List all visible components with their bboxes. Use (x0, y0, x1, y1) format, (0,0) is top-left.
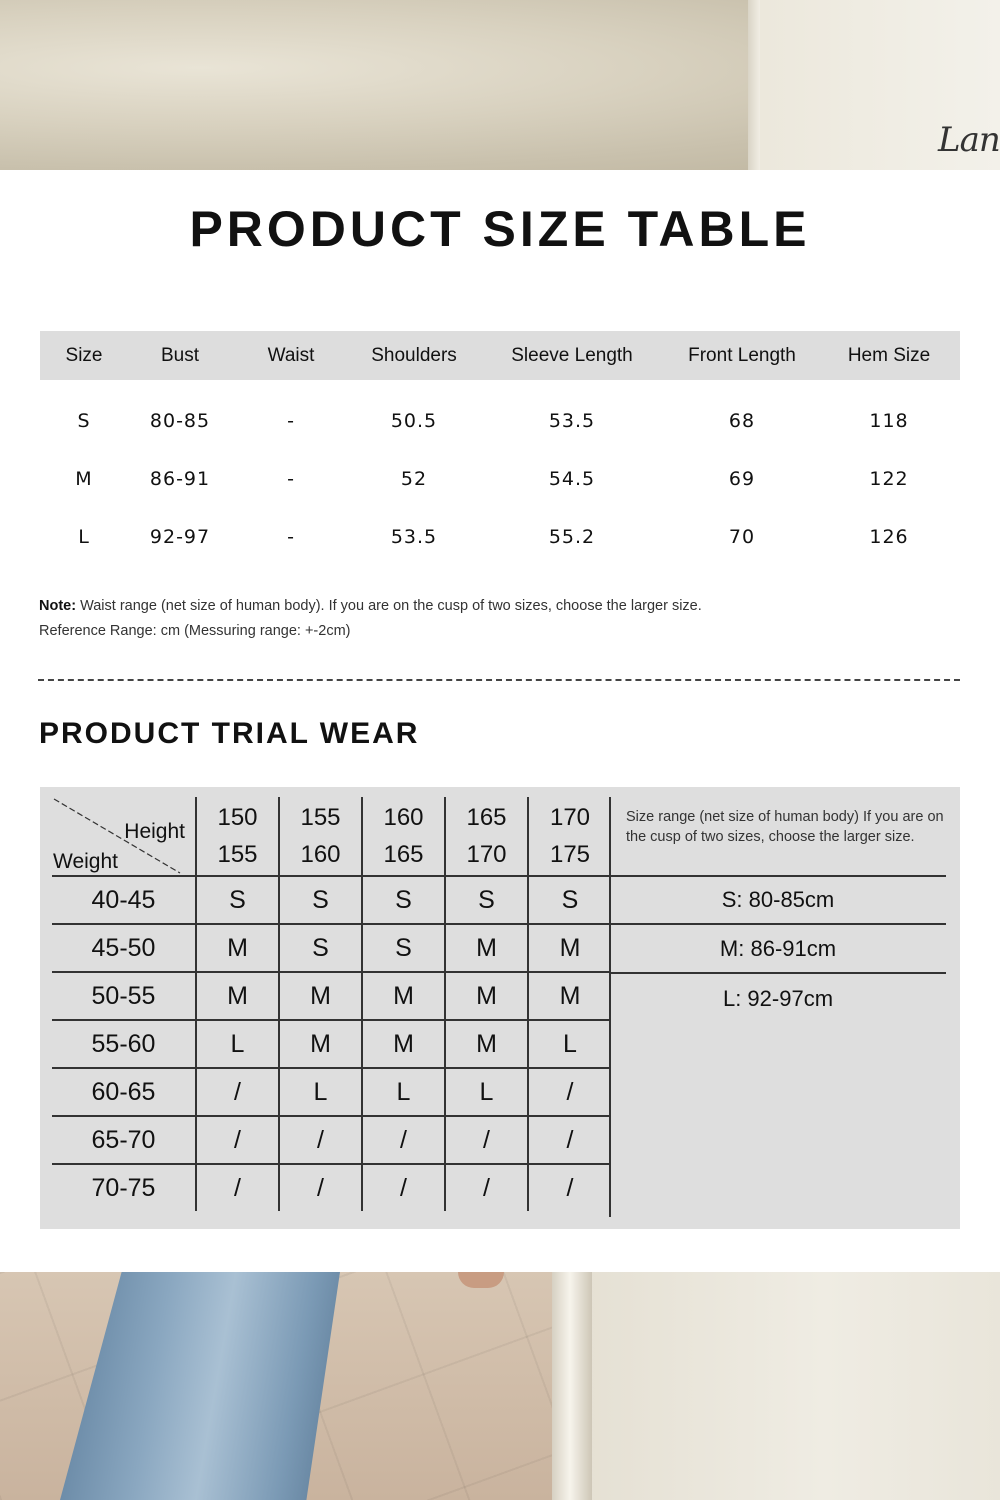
cell-front-length: 70 (728, 526, 756, 548)
size-cell: / (528, 1164, 611, 1211)
header-front-length: Front Length (666, 331, 818, 380)
size-cell: S (362, 924, 445, 972)
range-divider (610, 972, 946, 974)
cell-size: L (78, 526, 90, 548)
size-cell: S (279, 924, 362, 972)
cell-hem-size: 122 (869, 468, 909, 490)
size-cell: S (362, 876, 445, 924)
cell-bust: 80-85 (149, 410, 211, 432)
header-bust: Bust (128, 331, 232, 380)
size-cell: M (279, 1020, 362, 1068)
height-from: 160 (383, 804, 424, 831)
size-row-m (40, 450, 960, 508)
weight-label: 45-50 (52, 924, 196, 972)
range-s: S: 80-85cm (721, 887, 835, 912)
weight-label: 50-55 (52, 972, 196, 1020)
size-table-title: PRODUCT SIZE TABLE (189, 201, 811, 257)
cell-waist: - (287, 526, 295, 548)
header-size: Size (40, 331, 128, 380)
weight-row (52, 924, 611, 972)
weight-row (52, 1020, 611, 1068)
height-column (445, 797, 528, 876)
cell-shoulders: 52 (400, 468, 428, 490)
wall-background (560, 1272, 1000, 1500)
weight-label: 70-75 (91, 1173, 156, 1202)
note-label: Note: (39, 598, 77, 614)
size-cell: L (279, 1068, 362, 1116)
cell-size: M (75, 468, 93, 490)
signature-artwork: Lan (938, 120, 1000, 160)
range-m: M: 86-91cm (719, 936, 837, 961)
height-header-row (52, 797, 611, 876)
height-weight-corner (52, 797, 196, 876)
size-cell: M (362, 972, 445, 1020)
corner-weight-label: Weight (53, 850, 118, 873)
size-cell: / (528, 1068, 611, 1116)
size-cell: L (196, 1020, 279, 1068)
range-note: Size range (net size of human body) If you are on the cusp of two sizes, choose the larger size. (626, 809, 944, 845)
height-column (196, 797, 279, 876)
cell-hem-size: 126 (869, 526, 909, 548)
size-cell: M (445, 972, 528, 1020)
bottom-product-photo (0, 1272, 1000, 1500)
reference-range-text: Reference Range: cm (Messuring range: +-2cm) (39, 623, 351, 639)
size-row-l (40, 508, 960, 566)
section-divider (38, 679, 960, 681)
height-to: 175 (549, 841, 591, 868)
size-cell: M (528, 924, 611, 972)
cell-hem-size: 118 (869, 410, 909, 432)
size-cell: / (445, 1116, 528, 1164)
header-waist: Waist (232, 331, 350, 380)
cell-shoulders: 53.5 (390, 526, 438, 548)
size-cell: / (279, 1116, 362, 1164)
size-table (40, 331, 960, 566)
size-table-header-row (40, 331, 960, 380)
header-hem-size: Hem Size (818, 331, 960, 380)
weight-row (52, 1068, 611, 1116)
weight-label: 60-65 (52, 1068, 196, 1116)
size-cell: M (445, 924, 528, 972)
height-column (362, 797, 445, 876)
cell-sleeve-length: 53.5 (548, 410, 596, 432)
weight-label: 55-60 (52, 1020, 196, 1068)
cell-shoulders: 50.5 (390, 410, 438, 432)
height-from: 150 (217, 804, 258, 831)
size-cell: M (528, 972, 611, 1020)
height-to: 170 (466, 841, 507, 868)
cell-front-length: 68 (728, 410, 756, 432)
trial-wear-title: PRODUCT TRIAL WEAR (39, 717, 420, 750)
size-cell: M (279, 972, 362, 1020)
cell-size: S (77, 410, 91, 432)
header-shoulders: Shoulders (350, 331, 478, 380)
size-cell: M (362, 1020, 445, 1068)
cell-bust: 92-97 (149, 526, 211, 548)
height-from: 170 (549, 804, 591, 831)
height-to: 160 (300, 841, 341, 868)
size-cell: M (445, 1020, 528, 1068)
size-note (39, 594, 702, 644)
size-cell: L (445, 1068, 528, 1116)
size-cell: S (196, 876, 279, 924)
size-cell: M (196, 924, 279, 972)
header-sleeve-length: Sleeve Length (478, 331, 666, 380)
weight-row (52, 876, 611, 924)
cell-bust: 86-91 (149, 468, 211, 490)
height-column (528, 797, 611, 876)
weight-row (52, 1164, 611, 1211)
trial-wear-table (52, 797, 611, 1211)
height-from: 155 (300, 804, 341, 831)
weight-row (52, 1116, 611, 1164)
size-cell: / (445, 1164, 528, 1211)
size-cell: M (196, 972, 279, 1020)
trial-wear-panel (40, 787, 960, 1229)
height-column (279, 797, 362, 876)
weight-label: 65-70 (52, 1116, 196, 1164)
size-cell: / (196, 1068, 279, 1116)
size-cell: L (362, 1068, 445, 1116)
size-cell: / (362, 1164, 445, 1211)
size-cell: / (196, 1116, 279, 1164)
size-cell: / (362, 1116, 445, 1164)
weight-label: 40-45 (52, 876, 196, 924)
cell-sleeve-length: 55.2 (548, 526, 596, 548)
height-to: 155 (217, 841, 258, 868)
cell-waist: - (287, 468, 295, 490)
cell-sleeve-length: 54.5 (548, 468, 596, 490)
height-to: 165 (383, 841, 424, 868)
size-cell: S (528, 876, 611, 924)
note-text: Waist range (net size of human body). If you are on the cusp of two sizes, choose the larger size. (76, 598, 702, 614)
cell-waist: - (287, 410, 295, 432)
size-row-s (40, 392, 960, 450)
size-cell: S (279, 876, 362, 924)
size-cell: / (528, 1116, 611, 1164)
range-l: L: 92-97cm (722, 986, 834, 1011)
height-from: 165 (466, 804, 507, 831)
corner-height-label: Height (124, 820, 185, 843)
size-cell: S (445, 876, 528, 924)
top-product-photo (0, 0, 1000, 170)
size-cell: L (528, 1020, 611, 1068)
mirror-frame (552, 1272, 592, 1500)
size-cell: / (196, 1164, 279, 1211)
weight-row (52, 972, 611, 1020)
size-cell: / (279, 1164, 362, 1211)
cell-front-length: 69 (728, 468, 756, 490)
